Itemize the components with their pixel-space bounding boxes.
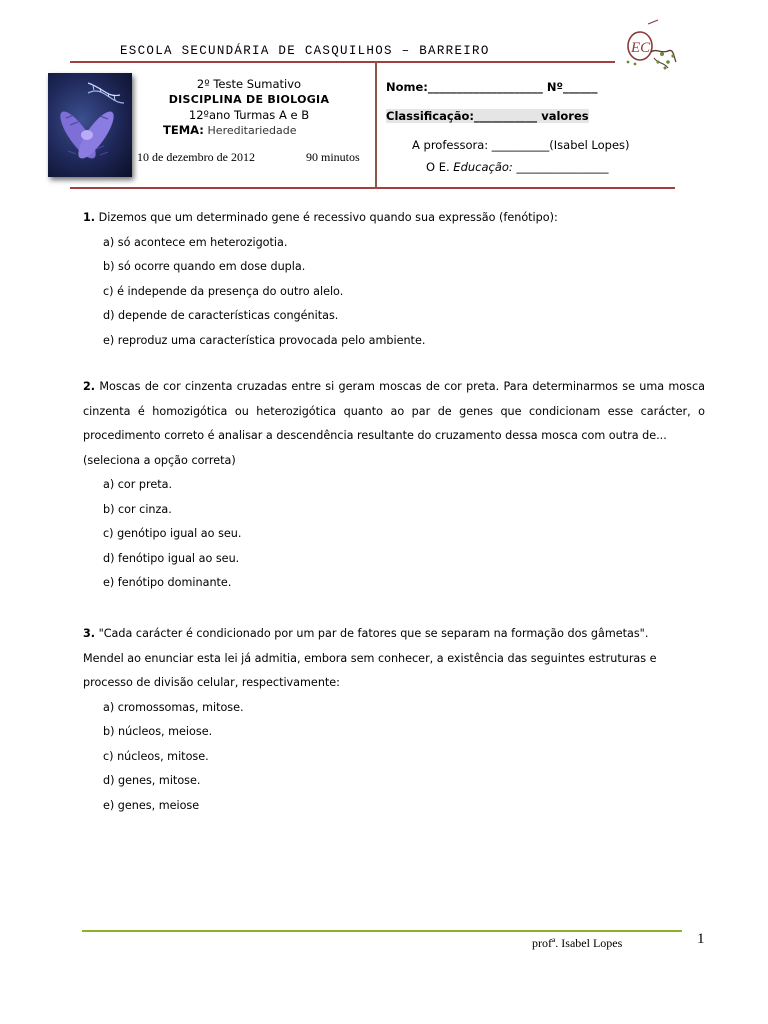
- oe-prefix: O E.: [426, 160, 454, 174]
- question-3-option-d[interactable]: d) genes, mitose.: [103, 774, 201, 787]
- oe-field[interactable]: [426, 160, 608, 174]
- school-logo-icon: [618, 18, 678, 78]
- test-name: 2º Teste Sumativo: [196, 77, 302, 91]
- oe-label: Educação:: [453, 160, 513, 174]
- question-3-stem: [83, 622, 705, 647]
- question-text: Dizemos que um determinado gene é recessivo quando sua expressão (fenótipo):: [95, 211, 558, 224]
- question-2-note: (seleciona a opção correta): [83, 453, 236, 467]
- theme-label: TEMA: [163, 123, 200, 137]
- question-1-option-a[interactable]: a) só acontece em heterozigotia.: [103, 235, 288, 249]
- question-3-option-e[interactable]: e) genes, meiose: [103, 798, 200, 812]
- school-title: ESCOLA SECUNDÁRIA DE CASQUILHOS – BARREIRO: [120, 44, 490, 58]
- question-3-option-c[interactable]: c) núcleos, mitose.: [103, 749, 209, 763]
- question-2-option-e[interactable]: e) fenótipo dominante.: [103, 576, 232, 589]
- question-2-option-d[interactable]: d) fenótipo igual ao seu.: [103, 551, 240, 565]
- grade-label: Classificação:___________: [386, 109, 538, 123]
- question-2-option-b[interactable]: b) cor cinza.: [103, 502, 172, 516]
- question-3: [83, 622, 705, 818]
- question-1: [83, 206, 705, 353]
- header-bottom-rule: [70, 187, 675, 189]
- page-number: 1: [697, 931, 705, 947]
- footer-author: profª. Isabel Lopes: [532, 936, 623, 950]
- student-name-field[interactable]: Nome:____________________ Nº______: [386, 80, 598, 94]
- question-2-stem: [83, 375, 705, 449]
- footer-rule: [82, 930, 682, 932]
- svg-text:EC: EC: [631, 40, 651, 56]
- grade-field[interactable]: [386, 109, 589, 123]
- test-date: 10 de dezembro de 2012: [137, 150, 255, 164]
- theme-colon: :: [199, 123, 204, 137]
- teacher-field[interactable]: A professora: __________(Isabel Lopes): [412, 138, 630, 152]
- question-3-option-b[interactable]: b) núcleos, meiose.: [103, 725, 213, 738]
- test-duration: 90 minutos: [306, 150, 360, 164]
- question-text: "Cada carácter é condicionado por um par de fatores que se separam na formação dos gâmetas".: [95, 627, 649, 640]
- question-1-option-c[interactable]: c) é independe da presença do outro alelo.: [103, 284, 344, 298]
- question-2: [83, 375, 705, 596]
- header-top-rule: [70, 61, 615, 63]
- oe-blank: ________________: [512, 160, 609, 174]
- test-discipline: DISCIPLINA DE BIOLOGIA: [168, 93, 330, 106]
- theme-value: Hereditariedade: [207, 124, 297, 137]
- dna-chromosome-icon: [48, 73, 132, 177]
- question-1-option-b[interactable]: b) só ocorre quando em dose dupla.: [103, 260, 306, 273]
- question-number: 3.: [83, 627, 96, 640]
- question-number: 2.: [83, 380, 96, 393]
- question-number: 1.: [83, 211, 96, 224]
- question-1-option-d[interactable]: d) depende de características congénitas.: [103, 309, 339, 322]
- grade-unit: valores: [537, 109, 589, 123]
- question-3-option-a[interactable]: a) cromossomas, mitose.: [103, 700, 244, 714]
- question-1-option-e[interactable]: e) reproduz uma característica provocada pelo ambiente.: [103, 333, 426, 347]
- question-1-stem: [83, 206, 705, 231]
- question-2-option-a[interactable]: a) cor preta.: [103, 478, 173, 491]
- question-3-stem-continued: Mendel ao enunciar esta lei já admitia, embora sem conhecer, a existência das seguintes estruturas e processo de divisão celular, respectivamente:: [83, 651, 657, 689]
- test-theme: [163, 123, 297, 137]
- test-classes: 12ºano Turmas A e B: [188, 108, 310, 122]
- header-divider: [375, 62, 377, 187]
- question-text: Moscas de cor cinzenta cruzadas entre si geram moscas de cor preta. Para determinarmos se uma mosca cinzenta é homozigótica ou heterozigótica quanto ao par de genes que condicionam esse carácter, o procedimento correto é analisar a descendência resultante do cruzamento dessa mosca com outra de...: [83, 380, 705, 442]
- question-2-option-c[interactable]: c) genótipo igual ao seu.: [103, 527, 242, 540]
